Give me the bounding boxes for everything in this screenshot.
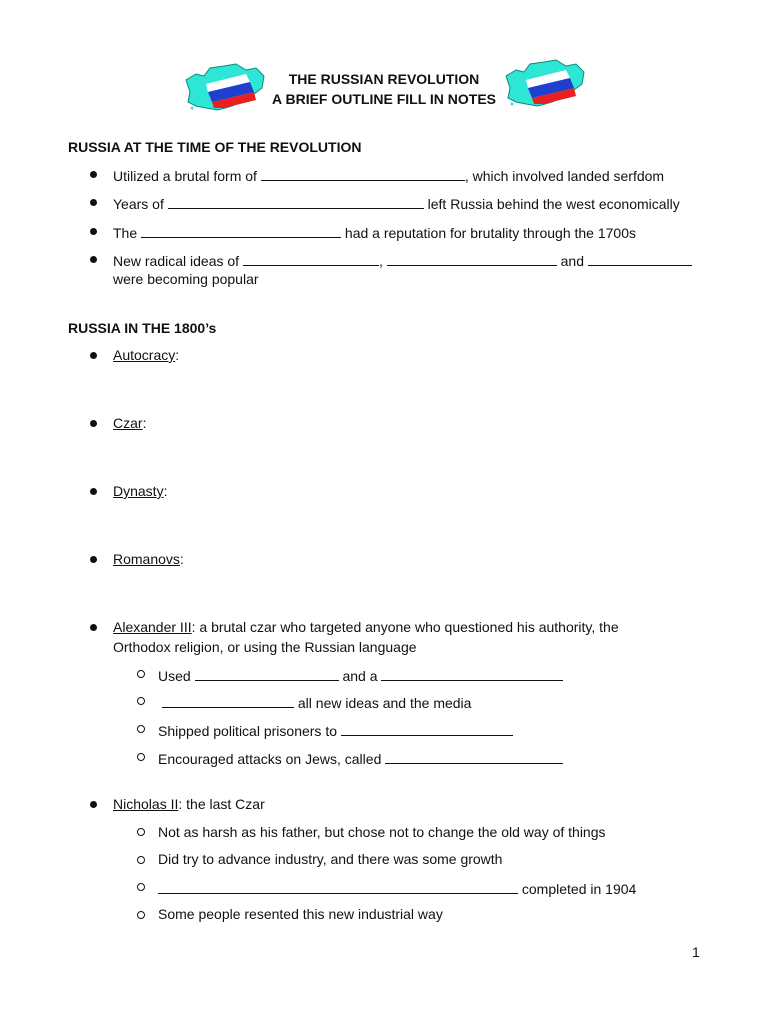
fill-blank[interactable] [341,721,513,736]
sub-bullet [137,753,145,761]
sub-list-item: Did try to advance industry, and there was some growth [158,851,503,867]
fill-blank[interactable] [243,251,379,266]
fill-blank[interactable] [195,666,339,681]
bullet [90,228,97,235]
sub-bullet [137,828,145,836]
page-number: 1 [692,944,700,960]
sub-bullet [137,911,145,919]
term-nicholas: Nicholas II: the last Czar [113,796,265,812]
fill-blank[interactable] [381,666,563,681]
sub-list-item: Encouraged attacks on Jews, called [158,749,563,767]
bullet [90,420,97,427]
fill-blank[interactable] [168,194,424,209]
term-romanovs: Romanovs: [113,551,184,567]
section-heading-1800s: RUSSIA IN THE 1800’s [68,320,217,336]
bullet [90,199,97,206]
sub-bullet [137,697,145,705]
bullet [90,352,97,359]
document-subtitle: A BRIEF OUTLINE FILL IN NOTES [272,91,496,107]
term-alexander: Alexander III: a brutal czar who targeted anyone who questioned his authority, the [113,619,619,635]
term-czar: Czar: [113,415,147,431]
sub-bullet [137,725,145,733]
sub-list-item: all new ideas and the media [158,693,471,711]
term-alexander-continued: Orthodox religion, or using the Russian language [113,639,417,655]
list-item-continued: were becoming popular [113,271,259,287]
fill-blank[interactable] [588,251,692,266]
fill-blank[interactable] [387,251,557,266]
fill-blank[interactable] [162,693,294,708]
sub-list-item: Used and a [158,666,563,684]
fill-blank[interactable] [261,166,465,181]
bullet [90,556,97,563]
sub-list-item: Some people resented this new industrial way [158,906,443,922]
fill-blank[interactable] [141,223,341,238]
list-item: Years of left Russia behind the west economically [113,196,680,212]
term-dynasty: Dynasty: [113,483,168,499]
list-item: Utilized a brutal form of , which involved landed serfdom [113,168,665,184]
term-autocracy: Autocracy: [113,347,180,363]
sub-bullet [137,883,145,891]
fill-blank[interactable] [385,749,563,764]
sub-list-item: completed in 1904 [158,879,636,897]
sub-bullet [137,670,145,678]
list-item: The had a reputation for brutality through the 1700s [113,225,636,241]
sub-list-item: Shipped political prisoners to [158,721,513,739]
list-item: New radical ideas of , and [113,251,692,269]
document-title: THE RUSSIAN REVOLUTION [288,71,480,87]
sub-bullet [137,856,145,864]
bullet [90,171,97,178]
bullet [90,801,97,808]
fill-blank[interactable] [158,879,518,894]
bullet [90,256,97,263]
section-heading-revolution: RUSSIA AT THE TIME OF THE REVOLUTION [68,139,362,155]
bullet [90,488,97,495]
bullet [90,624,97,631]
sub-list-item: Not as harsh as his father, but chose not to change the old way of things [158,824,606,840]
